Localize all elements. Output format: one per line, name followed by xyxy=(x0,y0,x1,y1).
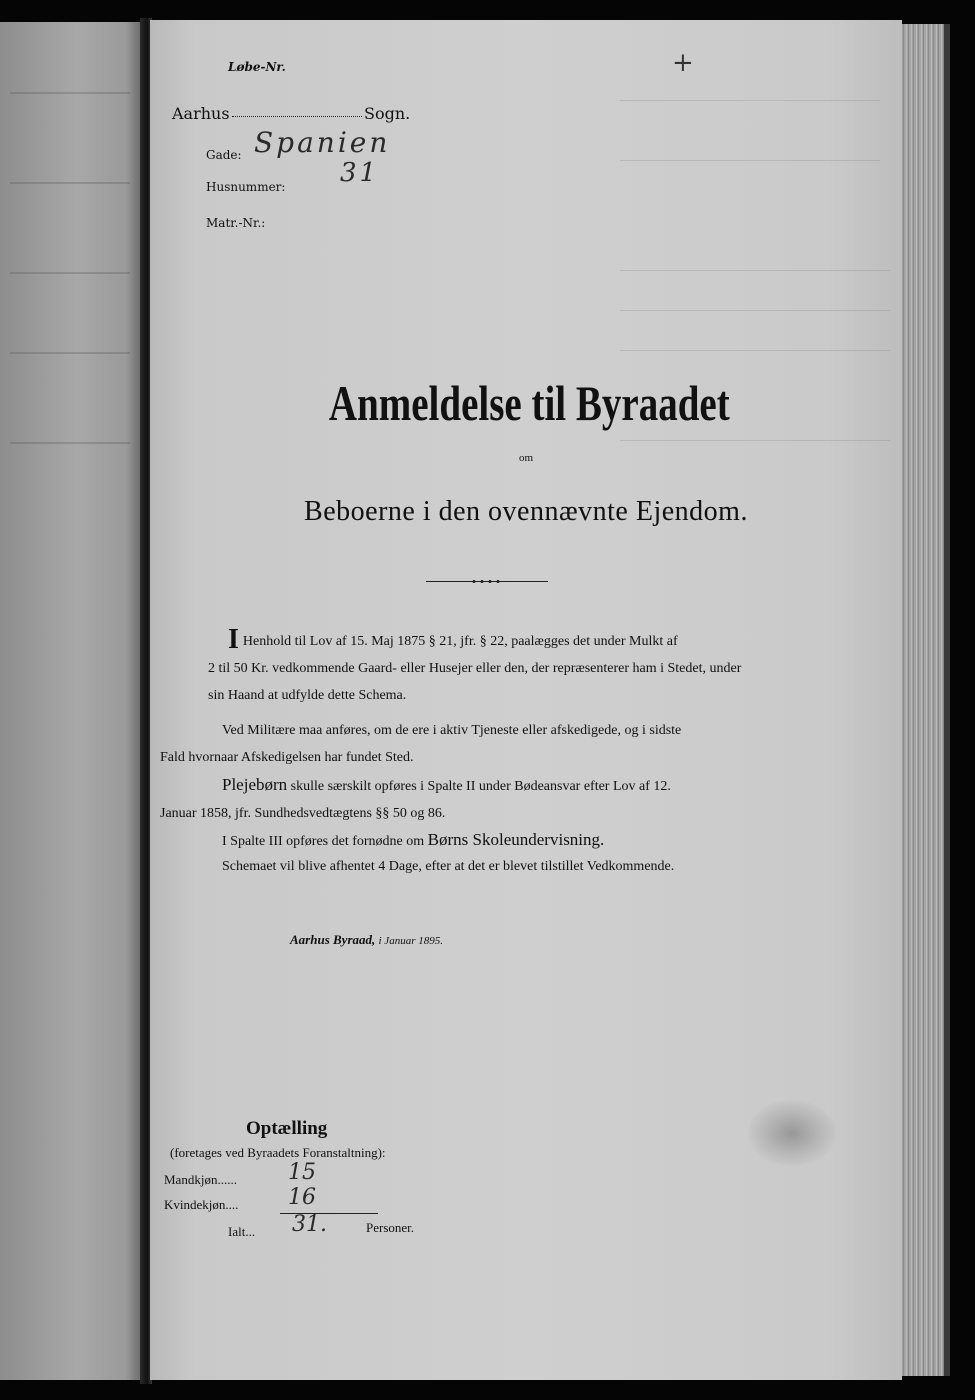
connector-text: om xyxy=(518,452,534,464)
drop-initial: I xyxy=(228,624,239,655)
left-facing-page xyxy=(0,22,140,1380)
instructions-paragraph-4: I Spalte III opføres det fornødne om Børns Skoleundervisning. xyxy=(222,830,605,849)
instructions-paragraph-1: I Henhold til Lov af 15. Maj 1875 § 21, jfr. § 22, paalægges det under Mulkt af 2 til 50 Kr. vedkommende Gaard- eller Husejer eller den, der repræsenterer ham i Stedet, under sin Haand at udfylde dette Schema. xyxy=(208,624,742,703)
house-number-label: Husnummer: xyxy=(206,180,286,194)
street-label: Gade: xyxy=(206,148,242,162)
persons-label: Personer. xyxy=(366,1220,415,1235)
male-value: 15 xyxy=(288,1160,316,1185)
page-edges xyxy=(900,24,946,1376)
emphasis-skoleundervisning: Børns Skoleundervisning. xyxy=(427,830,605,849)
parish-city: Aarhus xyxy=(172,104,230,123)
emphasis-plejeborn: Plejebørn xyxy=(222,775,288,794)
document-page xyxy=(150,20,902,1380)
house-number-value: 31 xyxy=(340,158,380,188)
female-value: 16 xyxy=(288,1185,316,1210)
female-label: Kvindekjøn.... xyxy=(164,1197,239,1212)
signature-authority: Aarhus Byraad, xyxy=(290,932,376,947)
lobe-nr-label: Løbe-Nr. xyxy=(228,60,286,74)
count-subtitle: (foretages ved Byraadets Foranstaltning): xyxy=(170,1145,386,1160)
male-label: Mandkjøn...... xyxy=(164,1172,237,1187)
total-value: 31. xyxy=(292,1212,327,1237)
paper-stain xyxy=(748,1100,836,1166)
count-title: Optælling xyxy=(246,1118,328,1139)
street-value: Spanien xyxy=(254,126,391,159)
ornament-rule xyxy=(426,580,548,583)
instructions-paragraph-2: Ved Militære maa anføres, om de ere i aktiv Tjeneste eller afskedigede, og i sidste Fald hvornaar Afskedigelsen har fundet Sted. xyxy=(160,723,682,765)
signature-line xyxy=(290,932,443,948)
instructions-paragraph-5: Schemaet vil blive afhentet 4 Dage, efter at det er blevet tilstillet Vedkommende. xyxy=(222,859,675,874)
matr-label: Matr.-Nr.: xyxy=(206,216,266,230)
page-subtitle: Beboerne i den ovennævnte Ejendom. xyxy=(304,496,748,527)
total-label: Ialt... xyxy=(228,1224,256,1239)
page-title: Anmeldelse til Byraadet xyxy=(328,375,730,431)
parish-label: Sogn. xyxy=(364,104,411,123)
corner-mark: + xyxy=(672,48,694,78)
instructions-paragraph-3: Plejebørn skulle særskilt opføres i Spalte II under Bødeansvar efter Lov af 12. Januar 1858, jfr. Sundhedsvedtægtens §§ 50 og 86. xyxy=(160,775,671,821)
signature-date: i Januar 1895. xyxy=(378,935,443,947)
